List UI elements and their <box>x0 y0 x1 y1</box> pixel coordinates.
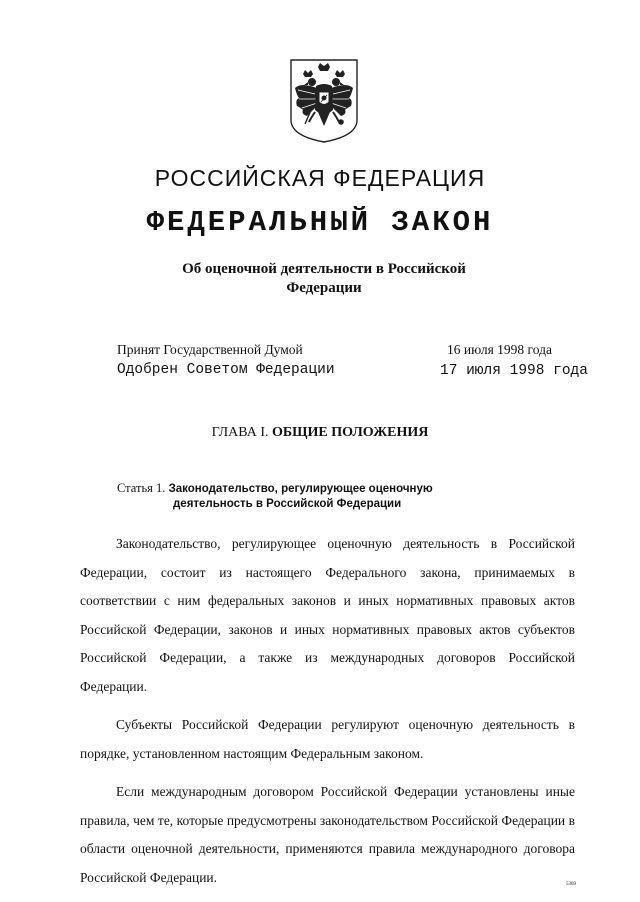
chapter-title: ОБЩИЕ ПОЛОЖЕНИЯ <box>272 425 429 440</box>
article-number: Статья 1. <box>117 481 166 495</box>
law-title-line2: Федерации <box>286 280 362 296</box>
council-approval-date: 17 июля 1998 года <box>440 363 588 379</box>
country-name: РОССИЙСКАЯ ФЕДЕРАЦИЯ <box>154 165 486 191</box>
chapter-heading <box>0 424 640 442</box>
duma-adoption-label: Принят Государственной Думой <box>117 342 303 357</box>
page-number: 5369 <box>566 882 576 887</box>
document-type: ФЕДЕРАЛЬНЫЙ ЗАКОН <box>146 206 494 239</box>
article-title-line1: Законодательство, регулирующее оценочную <box>168 483 433 495</box>
paragraph: Если международным договором Российской Федерации установлены иные правила, чем те, которые предусмотрены законодательством Российской Федерации в области оценочной деятельности, применяются правила международного договора Российской Федерации. <box>80 784 575 885</box>
law-title <box>160 260 488 298</box>
council-approval-label: Одобрен Советом Федерации <box>117 362 335 378</box>
article-title-line2: деятельность в Российской Федерации <box>173 498 402 510</box>
paragraph: Законодательство, регулирующее оценочную деятельность в Российской Федерации, состоит из настоящего Федерального закона, принимаемых в соответствии с ним федеральных законов и иных нормативных правовых актов Российской Федерации, законов и иных нормативных правовых актов субъектов Российской Федерации, а также из международных договоров Российской Федерации. <box>80 536 575 694</box>
russian-coat-of-arms-icon <box>289 58 359 144</box>
article-body <box>80 530 575 902</box>
article-heading <box>117 481 477 512</box>
law-title-line1: Об оценочной деятельности в Российской <box>182 261 466 277</box>
paragraph: Субъекты Российской Федерации регулируют оценочную деятельность в порядке, установленном настоящим Федеральным законом. <box>80 717 575 761</box>
chapter-number: ГЛАВА I. <box>211 425 269 440</box>
duma-adoption-date: 16 июля 1998 года <box>447 342 552 357</box>
